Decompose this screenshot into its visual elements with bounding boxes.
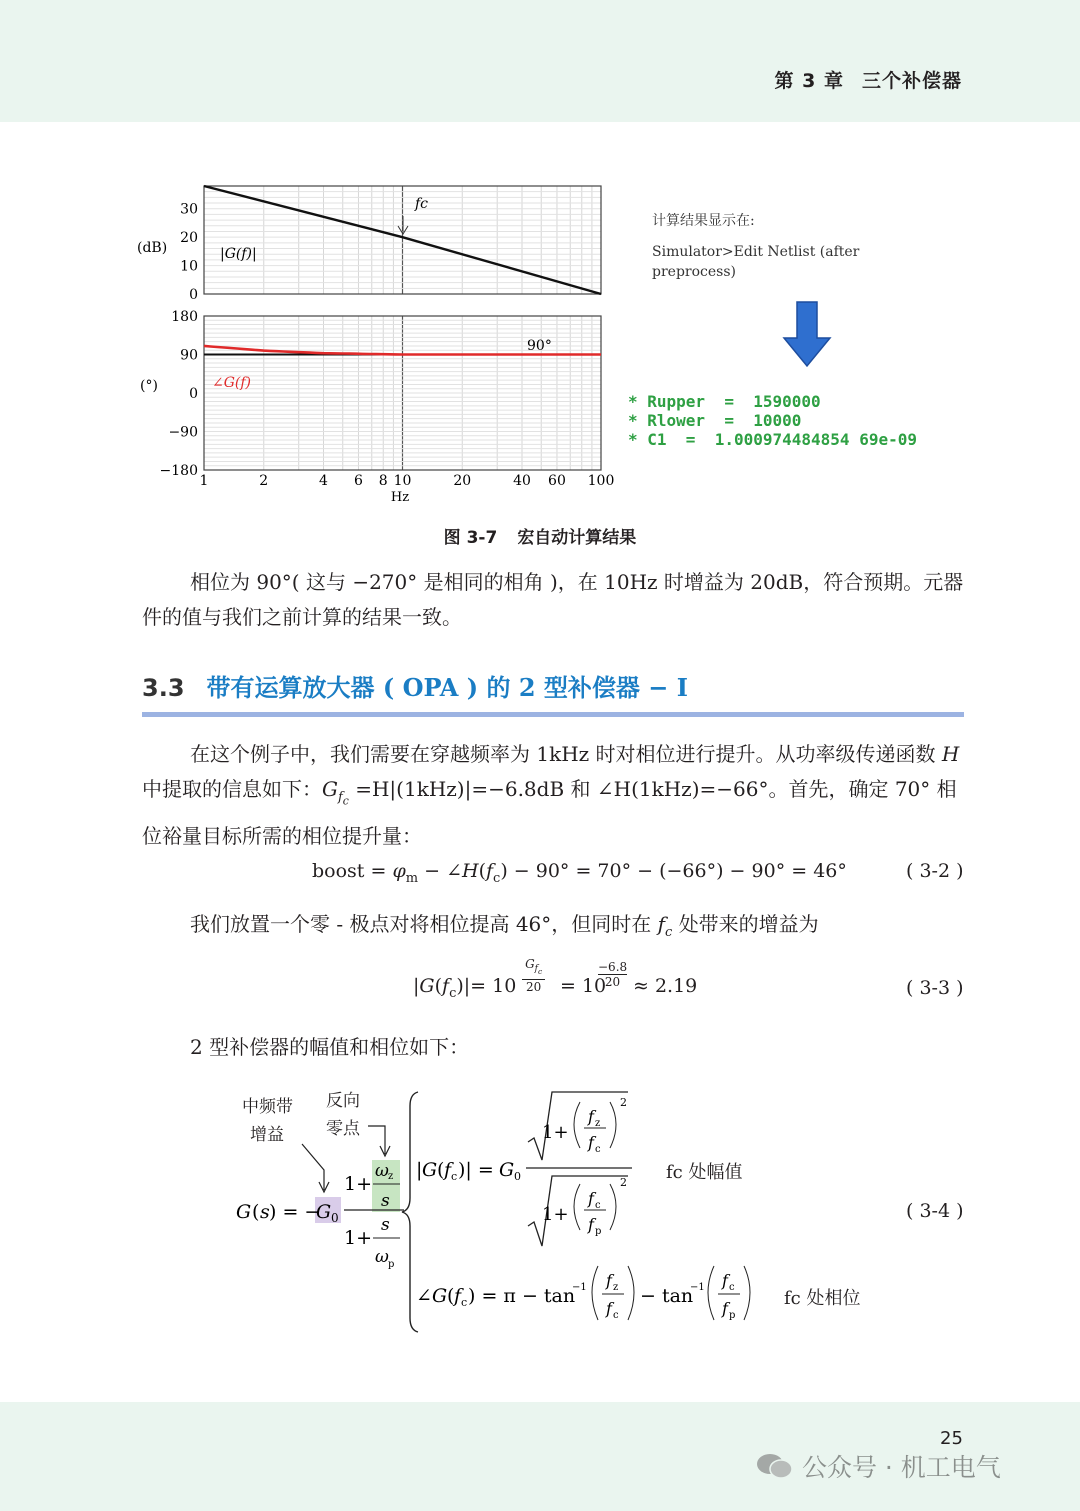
label-zero-2: 零点 [326,1119,360,1139]
mag-description: fc 处幅值 [666,1162,743,1183]
xtick-label: 4 [319,473,328,489]
svg-text:f: f [588,1107,594,1126]
paragraph-4: 2 型补偿器的幅值和相位如下： [190,1035,470,1059]
page-number: 25 [940,1428,963,1449]
svg-text:ω: ω [375,1161,389,1181]
svg-text:f: f [722,1299,728,1318]
svg-text:(: ( [437,1159,445,1181]
svg-text:f: f [606,1299,612,1318]
svg-text:G: G [236,1201,252,1223]
svg-text:f: f [588,1189,594,1208]
svg-text:)| =: )| = [458,1159,494,1181]
gain-curve-label: |G(f)| [220,246,257,262]
label-midband-1: 中频带 [242,1097,293,1117]
label-midband-2: 增益 [250,1125,284,1145]
bode-chart [120,170,640,510]
svg-text:G: G [499,1159,515,1181]
svg-text:c: c [451,1170,458,1183]
midband-arrow-icon [302,1144,329,1192]
phase-ytick-label: 0 [189,386,198,402]
para2-symbol-h: H [941,742,960,766]
caption-number: 图 3-7 [443,528,498,548]
xtick-label: 10 [393,473,412,489]
svg-text:− tan: − tan [640,1285,694,1307]
svg-text:−1: −1 [690,1282,705,1293]
down-arrow-icon [780,300,834,368]
para3-text-a: 我们放置一个零 - 极点对将相位提高 46°，但同时在 [190,912,652,936]
paragraph-1: 相位为 90°( 这与 −270° 是相同的相角 )，在 10Hz 时增益为 20dB，符合预期。元器件的值与我们之前计算的结果一致。 [142,570,964,629]
svg-text:∠: ∠ [416,1285,432,1307]
paragraph-3 [142,907,964,950]
xtick-label: 20 [453,473,472,489]
watermark-text: 公众号 · 机工电气 [801,1453,1001,1482]
section-heading [142,668,964,717]
phase-ytick-label: 180 [171,309,198,325]
svg-text:f: f [588,1215,594,1234]
svg-text:G: G [316,1201,332,1223]
svg-text:1+: 1+ [542,1204,569,1225]
svg-text:−1: −1 [572,1282,587,1293]
xtick-label: 100 [587,473,615,489]
gain-ytick-label: 0 [189,287,198,303]
phase-curve-label: ∠G(f) [212,375,252,391]
svg-text:1+: 1+ [344,1227,373,1249]
xtick-label: 60 [548,473,566,489]
svg-text:ω: ω [375,1247,389,1267]
eq33-exponent-2: −6.8 20 [598,960,628,989]
svg-text:z: z [595,1118,601,1129]
note-line-2: preprocess) [652,264,736,280]
svg-text:1+: 1+ [344,1173,373,1195]
top-band [0,0,1080,122]
netlist-line-1: * Rupper = 1590000 [628,392,821,411]
caption-text: 宏自动计算结果 [517,528,637,548]
phase-ylabel: (°) [140,378,158,394]
para2-text-a: 在这个例子中，我们需要在穿越频率为 1kHz 时对相位进行提升。从功率级传递函数 [190,742,936,766]
gain-ylabel: (dB) [137,240,168,256]
xtick-label: 40 [513,473,531,489]
svg-text:z: z [613,1282,619,1293]
equation-3-2-number: ( 3-2 ) [906,860,964,882]
section-title: 带有运算放大器 ( OPA ) 的 2 型补偿器 − I [206,673,688,702]
fc-marker-label: fc [415,196,429,212]
svg-text:z: z [388,1171,394,1182]
svg-text:(: ( [447,1285,455,1307]
section-number: 3.3 [142,674,185,702]
running-header [757,66,962,93]
watermark [756,1448,1001,1484]
equation-3-3-number: ( 3-3 ) [906,977,964,999]
equation-3-2: boost = $\varphi_m$ − $\angle H(f_c) - 90^\circ = 70^\circ - (-66^\circ) - 90^\circ = 46^\circ$ [312,860,847,886]
svg-text:c: c [461,1296,468,1309]
netlist-line-3: * C1 = 1.000974484854 69e-09 [628,430,917,449]
svg-text:f: f [454,1285,462,1307]
svg-text:c: c [595,1144,601,1155]
para2-text-d: =H|(1kHz)|=−6.8dB 和 ∠H(1kHz)=−66°。首先，确定 70° 相位裕量目标所需的相位提升量： [142,777,957,848]
phase-description: fc 处相位 [784,1288,861,1309]
svg-text:s: s [260,1201,270,1223]
eq33-rhs: = 10 [560,975,607,997]
svg-text:f: f [444,1159,452,1181]
para2-text-c: 中提取的信息如下： [142,777,322,801]
note-line-1: Simulator>Edit Netlist (after [652,244,860,260]
phase-ytick-label: −90 [168,424,198,441]
wechat-icon [756,1453,794,1479]
gain-ytick-label: 30 [180,201,198,218]
para2-gfc-symbol: $G_{f_c}$ [322,777,349,808]
gain-ytick-label: 20 [180,230,198,247]
svg-text:1+: 1+ [542,1122,569,1143]
eq33-result: ≈ 2.19 [633,975,698,997]
phase-ytick-label: −180 [159,463,198,479]
svg-text:2: 2 [620,1096,627,1109]
svg-text:0: 0 [331,1211,339,1225]
svg-text:c: c [729,1282,735,1293]
equation-3-3: $|G(f_c)|= 10$ [413,975,517,1001]
svg-text:(: ( [252,1201,260,1223]
x-unit-label: Hz [390,490,410,505]
para3-text-b: 处带来的增益为 [678,912,819,936]
para3-fc-symbol: $f_c$ [657,912,673,940]
svg-text:c: c [595,1200,601,1211]
gain-ytick-label: 10 [180,258,198,275]
svg-text:G: G [422,1159,438,1181]
svg-text:2: 2 [620,1176,627,1189]
svg-text:) = −: ) = − [269,1201,321,1223]
svg-text:f: f [722,1271,728,1290]
svg-text:f: f [606,1271,612,1290]
xtick-label: 8 [378,473,388,489]
netlist-line-2: * Rlower = 10000 [628,411,802,430]
svg-text:s: s [381,1215,390,1235]
chapter-number: 第 3 章 [774,70,844,92]
chapter-title: 三个补偿器 [861,70,962,92]
svg-text:) = π − tan: ) = π − tan [468,1285,576,1307]
xtick-label: 6 [354,473,363,489]
svg-text:G: G [432,1285,448,1307]
svg-text:0: 0 [514,1170,521,1183]
xtick-label: 2 [259,473,269,489]
svg-text:f: f [588,1133,594,1152]
paragraph-2 [142,737,964,854]
svg-text:p: p [595,1226,602,1237]
phase-ytick-label: 90 [180,347,198,364]
svg-text:c: c [613,1310,619,1321]
eq33-exponent-1: $G_{f_c}$ 20 [522,957,545,994]
figure-caption [0,523,1080,548]
svg-text:|: | [416,1159,423,1181]
equation-3-4-number: ( 3-4 ) [906,1200,964,1222]
phase-90-label: 90° [527,338,552,354]
label-zero-1: 反向 [326,1091,360,1111]
zero-arrow-icon [368,1126,390,1156]
svg-text:p: p [729,1310,736,1321]
note-title: 计算结果显示在: [652,213,755,229]
xtick-label: 1 [199,473,209,489]
svg-text:s: s [381,1191,390,1211]
svg-text:p: p [388,1259,395,1270]
